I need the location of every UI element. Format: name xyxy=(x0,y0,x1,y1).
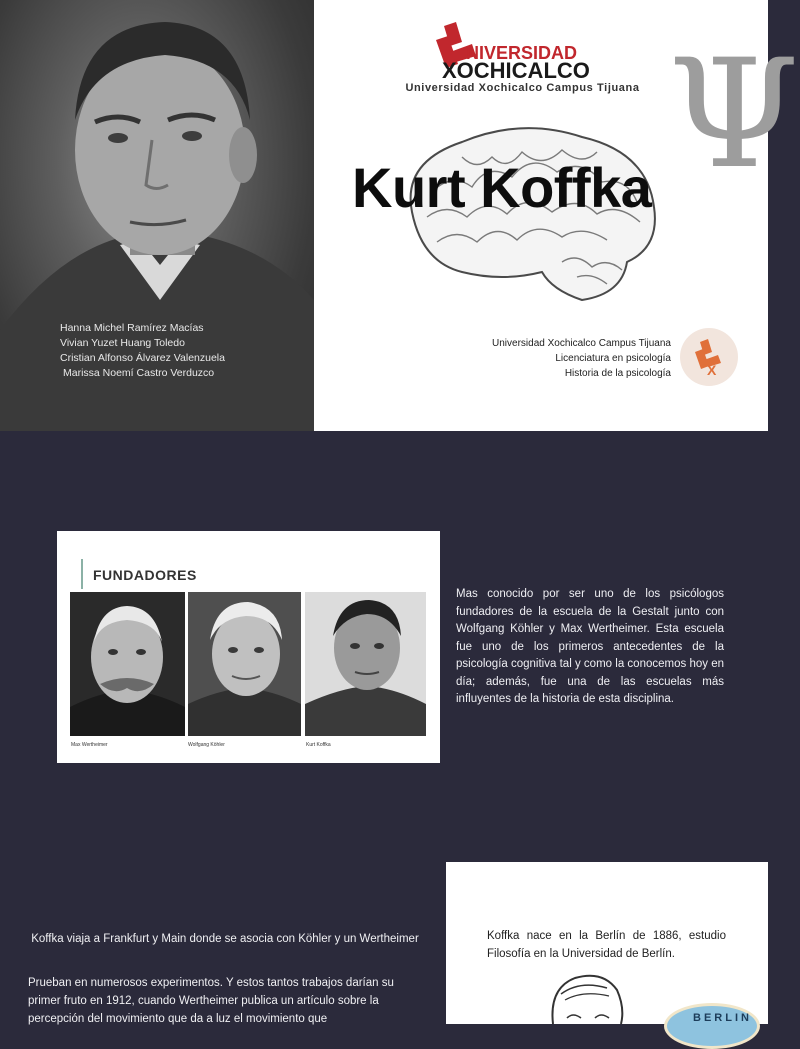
course-info-subject: Historia de la psicología xyxy=(564,368,671,379)
berlin-paragraph: Koffka nace en la Berlín de 1886, estudio Filosofía en la Universidad de Berlín. xyxy=(487,930,726,960)
founders-accent-bar xyxy=(81,559,83,589)
course-info-program: Licenciatura en psicología xyxy=(555,353,671,364)
koffka-sketch-illustration xyxy=(525,968,640,1024)
portrait-photo xyxy=(0,0,314,431)
author-name: Hanna Michel Ramírez Macías xyxy=(60,322,204,334)
founder-photo-koffka xyxy=(305,592,426,736)
berlin-badge-label: BERLIN xyxy=(693,1012,752,1024)
xochicalco-logo xyxy=(432,22,617,83)
founders-card xyxy=(57,531,440,763)
logo-text-top: NIVERSIDAD xyxy=(466,43,578,63)
svg-text:X: X xyxy=(707,362,717,378)
author-name: Marissa Noemí Castro Verduzco xyxy=(63,367,215,379)
author-name: Vivian Yuzet Huang Toledo xyxy=(60,337,185,349)
founders-heading: FUNDADORES xyxy=(93,567,197,583)
authors-list xyxy=(60,321,225,381)
course-info xyxy=(440,336,671,381)
logo-text-bottom: XOCHICALCO xyxy=(442,58,590,83)
course-info-university: Universidad Xochicalco Campus Tijuana xyxy=(492,338,671,349)
founder-photo-kohler xyxy=(188,592,301,736)
founder-caption: Wolfgang Köhler xyxy=(188,742,225,748)
xochicalco-small-logo xyxy=(680,328,738,386)
founder-photo-wertheimer xyxy=(70,592,185,736)
berlin-badge xyxy=(664,1003,760,1049)
page-title: Kurt Koffka xyxy=(352,156,652,219)
frankfurt-paragraph-1: Koffka viaja a Frankfurt y Main donde se asocia con Köhler y un Wertheimer xyxy=(31,933,419,945)
university-subtitle: Universidad Xochicalco Campus Tijuana xyxy=(405,82,640,94)
psi-icon: Ψ xyxy=(668,28,800,202)
founder-caption: Kurt Koffka xyxy=(306,742,331,748)
founders-paragraph: Mas conocido por ser uno de los psicólogos fundadores de la escuela de la Gestalt junto con Wolfgang Köhler y Max Wertheimer. Esta escuela fue uno de los primeros antecedentes de la psicología cognitiva tal y como la conocemos hoy en día; además, fue una de las escuelas más influyentes de la historia de esta disciplina. xyxy=(456,588,724,705)
founder-caption: Max Wertheimer xyxy=(71,742,108,748)
frankfurt-paragraph-2: Prueban en numerosos experimentos. Y estos tantos trabajos darían su primer fruto en 1912, cuando Wertheimer publica un artículo sobre la percepción del movimiento que da a luz el movimiento que xyxy=(28,977,394,1025)
author-name: Cristian Alfonso Álvarez Valenzuela xyxy=(60,352,225,364)
